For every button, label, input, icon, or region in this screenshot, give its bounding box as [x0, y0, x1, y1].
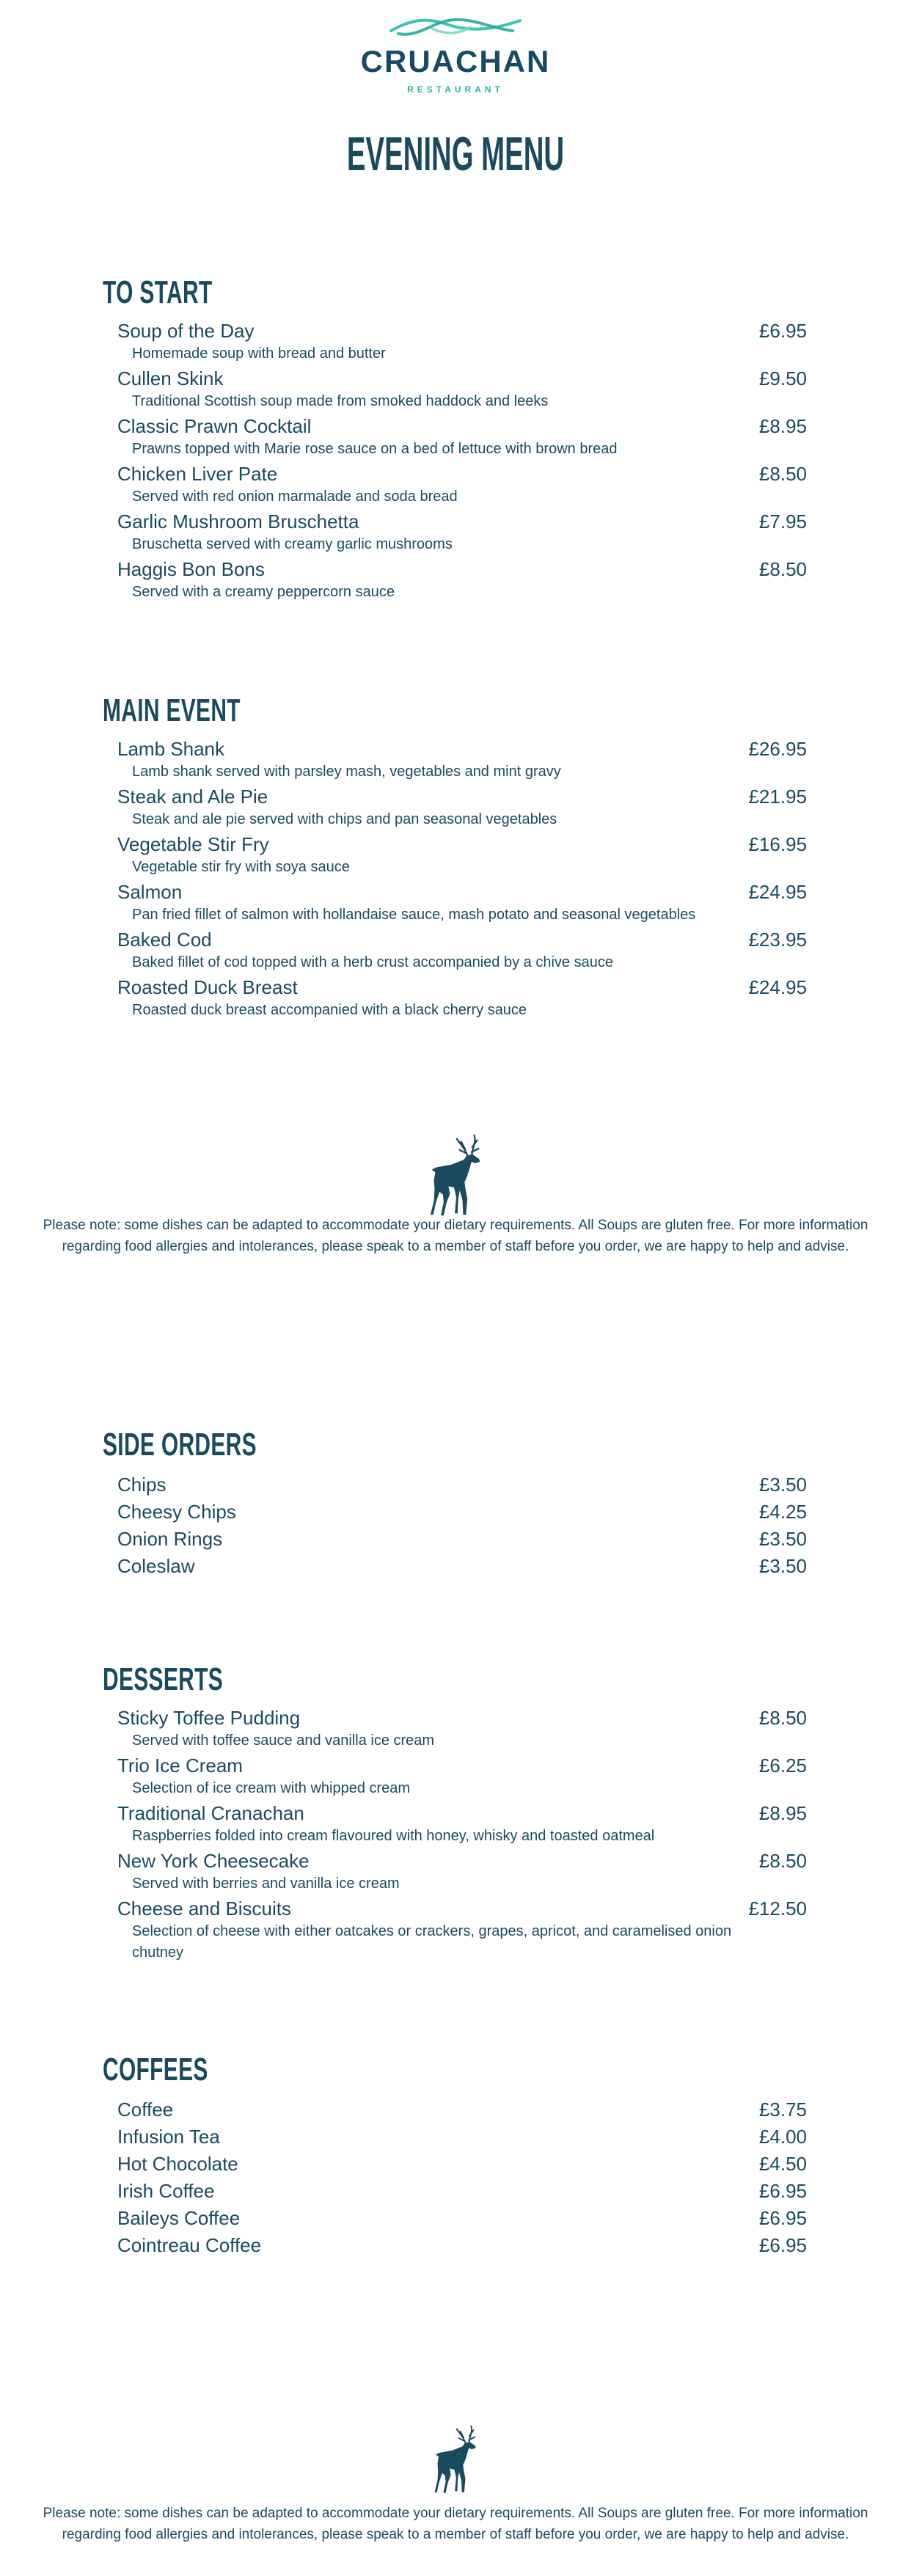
section-desserts [103, 1662, 807, 1966]
section-to-start [103, 275, 807, 605]
stag-icon [0, 1134, 911, 1221]
menu-item-line [103, 414, 807, 439]
item-name: Chicken Liver Pate [117, 463, 278, 485]
section-main-event [103, 693, 807, 1023]
item-name: Cheese and Biscuits [117, 1898, 292, 1920]
item-price: £6.95 [758, 2207, 807, 2229]
item-name: New York Cheesecake [117, 1850, 310, 1872]
item-name: Vegetable Stir Fry [117, 833, 269, 855]
menu-item-line [103, 1897, 807, 1921]
section-title: COFFEES [103, 2052, 208, 2087]
item-price: £6.95 [758, 2180, 807, 2202]
item-name: Cheesy Chips [117, 1501, 236, 1523]
menu-item [103, 1754, 807, 1799]
item-name: Irish Coffee [117, 2180, 215, 2202]
item-price: £8.50 [758, 1850, 807, 1872]
item-price: £3.50 [758, 1528, 807, 1550]
item-description: Selection of cheese with either oatcakes or crackers, grapes, apricot, and caramelised onion chutney [132, 1923, 732, 1961]
menu-item-line [103, 737, 807, 761]
item-price: £4.00 [758, 2126, 807, 2148]
menu-item-line [103, 319, 807, 343]
menu-item [103, 737, 807, 783]
menu-item [103, 414, 807, 460]
item-name: Traditional Cranachan [117, 1802, 304, 1824]
item-name: Cointreau Coffee [117, 2234, 262, 2256]
menu-item [103, 462, 807, 508]
menu-item-line [103, 2205, 807, 2232]
menu-item-line [103, 557, 807, 582]
menu-item [103, 1526, 807, 1553]
menu-item-line [103, 1471, 807, 1499]
allergy-note: Please note: some dishes can be adapted to accommodate your dietary requirements. All Soups are gluten free. For more information regarding food allergies and intolerances, please speak to a member of staff before you order, we are happy to help and advise. [43, 1218, 868, 1254]
item-description: Raspberries folded into cream flavoured with honey, whisky and toasted oatmeal [132, 1828, 655, 1844]
menu-item-line [103, 785, 807, 809]
item-description: Served with toffee sauce and vanilla ice cream [132, 1732, 435, 1749]
menu-item [103, 1897, 807, 1964]
restaurant-logo [0, 13, 911, 95]
item-description: Prawns topped with Marie rose sauce on a bed of lettuce with brown bread [132, 441, 618, 457]
item-description: Traditional Scottish soup made from smoked haddock and leeks [132, 393, 549, 409]
menu-item-line [103, 1553, 807, 1580]
brand-name: CRUACHAN [360, 44, 551, 78]
menu-item [103, 1801, 807, 1847]
item-price: £9.50 [758, 367, 807, 389]
item-price: £4.25 [758, 1501, 807, 1523]
item-price: £8.95 [758, 415, 807, 437]
item-price: £8.50 [758, 1707, 807, 1729]
section-title: MAIN EVENT [103, 692, 241, 728]
menu-item [103, 2205, 807, 2232]
menu-item-line [103, 510, 807, 534]
menu-item-line [103, 833, 807, 857]
item-price: £21.95 [748, 786, 807, 808]
item-name: Chips [117, 1474, 167, 1496]
brand-subtitle: RESTAURANT [407, 84, 504, 95]
page-title-text: EVENING MENU [346, 127, 565, 180]
item-price: £3.50 [758, 1555, 807, 1577]
menu-item-line [103, 2151, 807, 2178]
menu-item [103, 319, 807, 365]
item-name: Coffee [117, 2099, 174, 2121]
menu-item-line [103, 2232, 807, 2259]
menu-item [103, 928, 807, 973]
item-description: Pan fried fillet of salmon with hollandaise sauce, mash potato and seasonal vegetables [132, 907, 696, 923]
menu-item-line [103, 880, 807, 904]
menu-item [103, 557, 807, 603]
item-description: Bruschetta served with creamy garlic mushrooms [132, 536, 453, 552]
section-title: TO START [103, 274, 213, 310]
item-name: Roasted Duck Breast [117, 976, 298, 998]
item-description: Vegetable stir fry with soya sauce [132, 859, 350, 875]
item-price: £12.50 [748, 1898, 807, 1920]
item-price: £3.75 [758, 2099, 807, 2121]
menu-item [103, 2123, 807, 2151]
item-name: Classic Prawn Cocktail [117, 415, 312, 437]
item-description: Selection of ice cream with whipped cream [132, 1780, 411, 1796]
menu-item-line [103, 367, 807, 391]
stag-icon [0, 2425, 911, 2498]
item-name: Garlic Mushroom Bruschetta [117, 511, 359, 533]
item-price: £6.95 [758, 320, 807, 342]
section-side-orders [103, 1427, 807, 1580]
item-price: £4.50 [758, 2153, 807, 2175]
menu-item [103, 2232, 807, 2259]
item-name: Sticky Toffee Pudding [117, 1707, 301, 1729]
menu-item [103, 2096, 807, 2123]
item-name: Trio Ice Cream [117, 1754, 243, 1777]
item-price: £24.95 [748, 881, 807, 903]
section-title: DESSERTS [103, 1661, 223, 1697]
item-price: £7.95 [758, 511, 807, 533]
item-description: Served with a creamy peppercorn sauce [132, 584, 395, 600]
item-price: £26.95 [748, 738, 807, 760]
menu-item-line [103, 2096, 807, 2123]
item-name: Haggis Bon Bons [117, 558, 265, 580]
item-price: £24.95 [748, 976, 807, 998]
menu-item-line [103, 1849, 807, 1873]
item-name: Steak and Ale Pie [117, 786, 268, 808]
menu-item-line [103, 1754, 807, 1778]
section-coffees [103, 2052, 807, 2259]
menu-item [103, 785, 807, 830]
item-description: Roasted duck breast accompanied with a black cherry sauce [132, 1002, 527, 1018]
item-description: Lamb shank served with parsley mash, vegetables and mint gravy [132, 764, 561, 780]
menu-item-line [103, 976, 807, 1000]
menu-item-line [103, 1526, 807, 1553]
item-name: Baked Cod [117, 929, 212, 951]
menu-item-line [103, 2123, 807, 2151]
menu-item [103, 1471, 807, 1499]
item-description: Steak and ale pie served with chips and pan seasonal vegetables [132, 811, 557, 827]
item-price: £8.50 [758, 463, 807, 485]
menu-item [103, 1553, 807, 1580]
menu-item-line [103, 1499, 807, 1526]
item-name: Infusion Tea [117, 2126, 220, 2148]
item-description: Served with berries and vanilla ice cream [132, 1876, 400, 1892]
item-description: Baked fillet of cod topped with a herb crust accompanied by a chive sauce [132, 954, 613, 970]
item-name: Soup of the Day [117, 320, 255, 342]
item-name: Hot Chocolate [117, 2153, 238, 2175]
item-price: £6.95 [758, 2234, 807, 2256]
item-price: £8.50 [758, 558, 807, 580]
menu-item [103, 976, 807, 1021]
menu-item-line [103, 1706, 807, 1730]
menu-item-line [103, 2178, 807, 2205]
item-name: Coleslaw [117, 1555, 195, 1577]
section-title: SIDE ORDERS [103, 1427, 257, 1463]
menu-item [103, 1849, 807, 1895]
menu-item [103, 1499, 807, 1526]
item-name: Lamb Shank [117, 738, 224, 760]
item-name: Salmon [117, 881, 183, 903]
menu-item [103, 2178, 807, 2205]
item-name: Onion Rings [117, 1528, 223, 1550]
waves-icon [0, 13, 911, 41]
menu-item [103, 880, 807, 926]
item-name: Cullen Skink [117, 367, 224, 389]
item-price: £8.95 [758, 1802, 807, 1824]
menu-item [103, 833, 807, 878]
menu-item [103, 2151, 807, 2178]
menu-item-line [103, 1801, 807, 1826]
item-price: £6.25 [758, 1754, 807, 1777]
menu-item-line [103, 462, 807, 486]
menu-item-line [103, 928, 807, 952]
menu-item [103, 510, 807, 555]
item-description: Served with red onion marmalade and soda bread [132, 489, 458, 505]
item-name: Baileys Coffee [117, 2207, 241, 2229]
page-title [0, 127, 911, 180]
item-price: £16.95 [748, 833, 807, 855]
menu-item [103, 367, 807, 412]
item-price: £23.95 [748, 929, 807, 951]
item-description: Homemade soup with bread and butter [132, 345, 386, 362]
menu-item [103, 1706, 807, 1752]
allergy-note: Please note: some dishes can be adapted to accommodate your dietary requirements. All Soups are gluten free. For more information regarding food allergies and intolerances, please speak to a member of staff before you order, we are happy to help and advise. [43, 2506, 868, 2542]
item-price: £3.50 [758, 1474, 807, 1496]
